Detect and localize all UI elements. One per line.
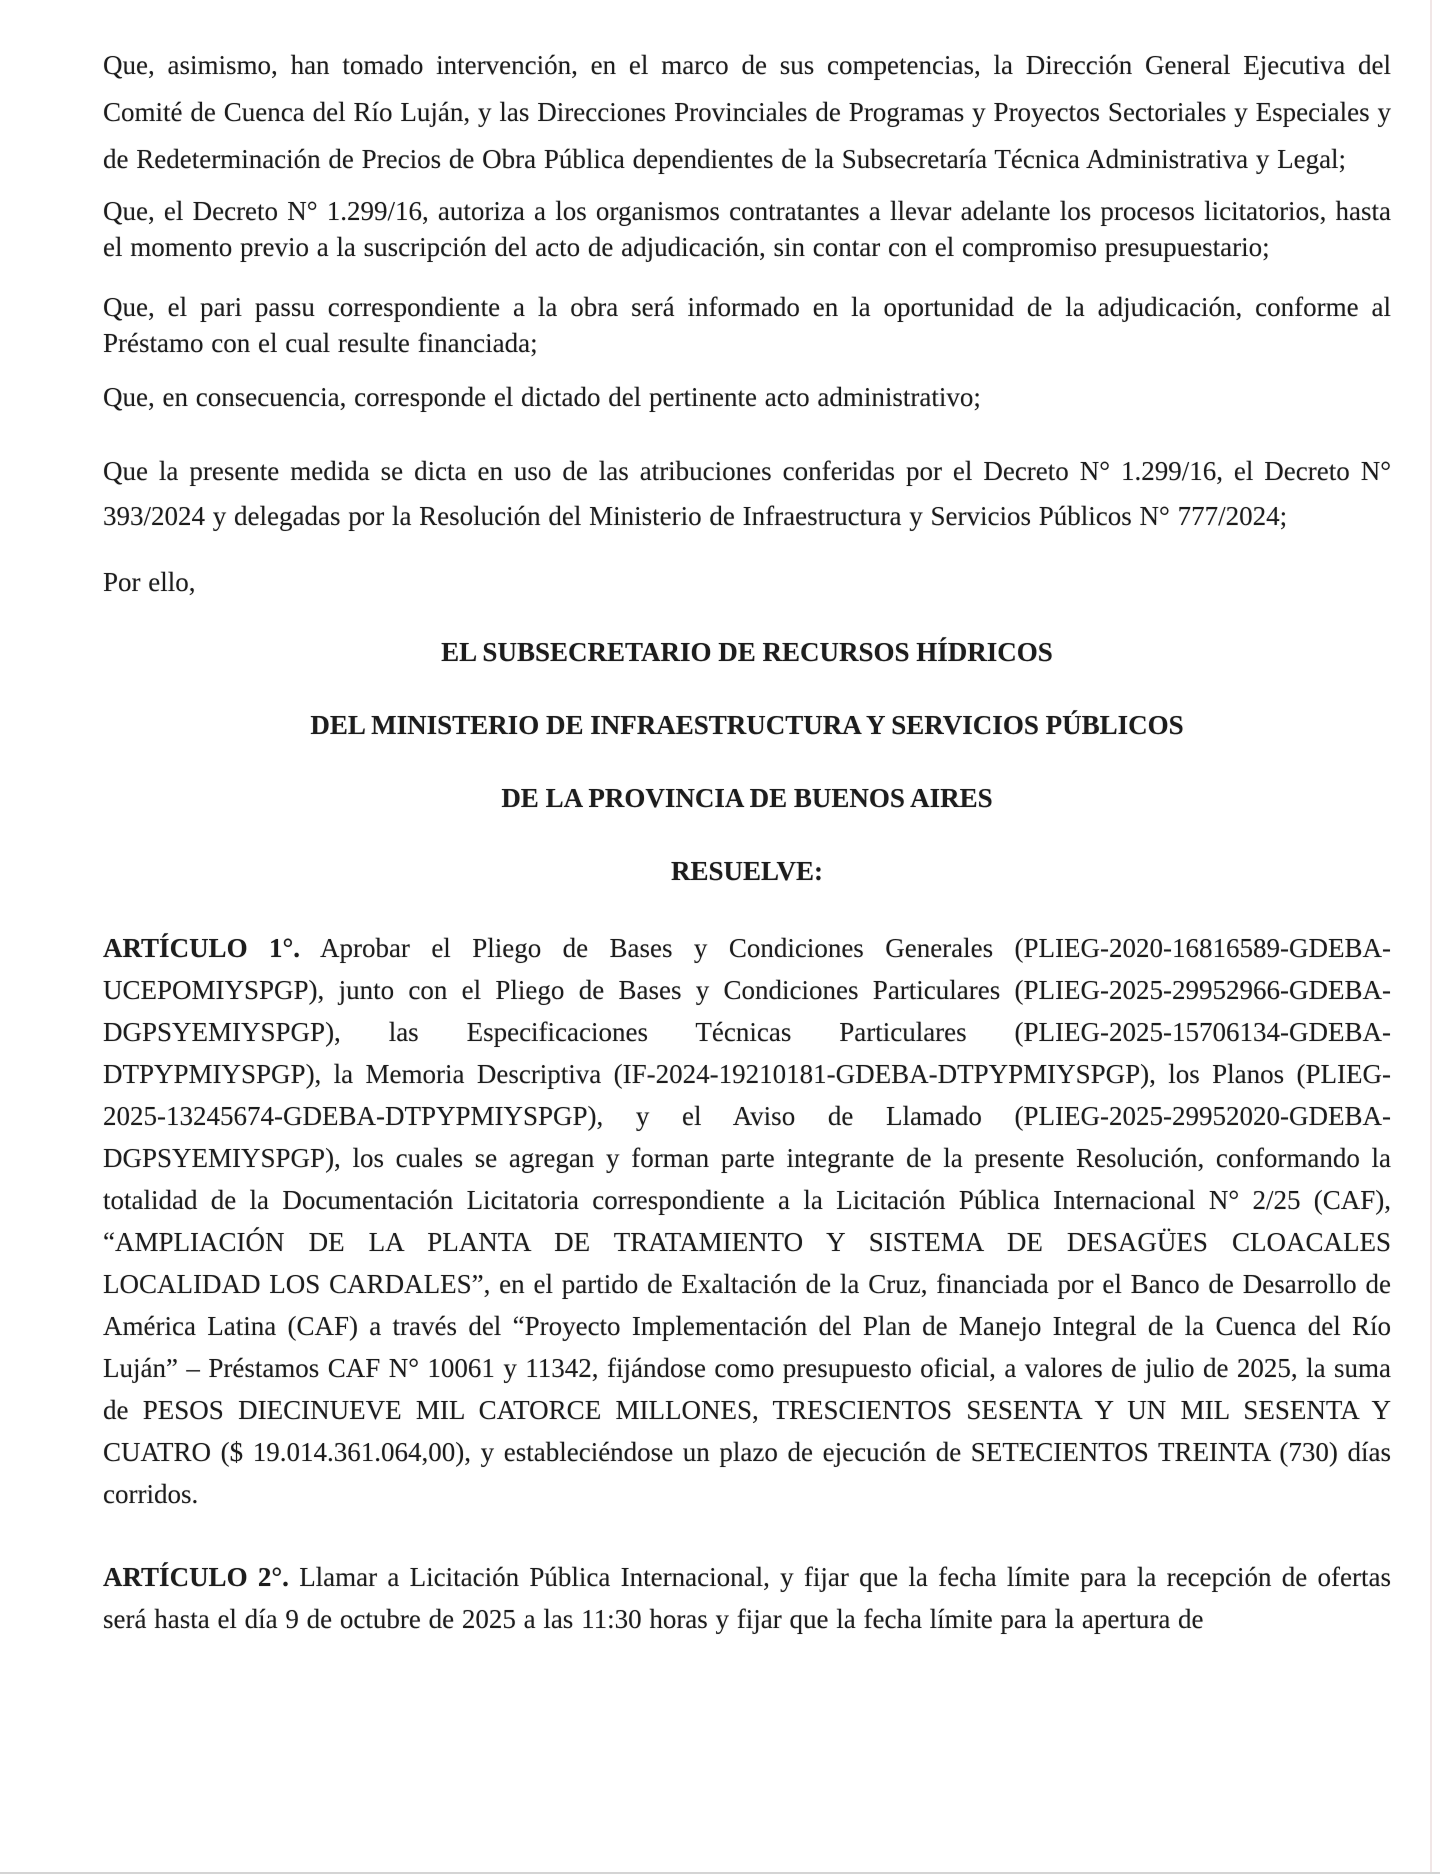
page-right-edge: [1430, 0, 1432, 1874]
authority-heading-line-3: DE LA PROVINCIA DE BUENOS AIRES: [501, 783, 993, 813]
article-2-paragraph: [103, 1556, 1391, 1640]
recital-paragraph-2: Que, el Decreto N° 1.299/16, autoriza a los organismos contratantes a llevar adelante los procesos licitatorios, hasta el momento previo a la suscripción del acto de adjudicación, sin contar con el compromiso presupuestario;: [103, 196, 1391, 262]
por-ello-line: Por ello,: [103, 567, 196, 597]
document-page: [103, 42, 1391, 1640]
recital-paragraph-4: Que, en consecuencia, corresponde el dictado del pertinente acto administrativo;: [103, 382, 981, 412]
article-2-text: Llamar a Licitación Pública Internacional, y fijar que la fecha límite para la recepción de ofertas será hasta el día 9 de octubre de 2025 a las 11:30 horas y fijar que la fecha límite para la apertura de: [103, 1562, 1392, 1634]
authority-heading-line-1: EL SUBSECRETARIO DE RECURSOS HÍDRICOS: [441, 637, 1053, 667]
resolve-heading: RESUELVE:: [670, 856, 824, 886]
article-1-paragraph: [103, 927, 1391, 1515]
authority-heading-line-2: DEL MINISTERIO DE INFRAESTRUCTURA Y SERVICIOS PÚBLICOS: [310, 710, 1184, 740]
article-1-text: Aprobar el Pliego de Bases y Condiciones Generales (PLIEG-2020-16816589-GDEBA-UCEPOMIYSPGP), junto con el Pliego de Bases y Condiciones Particulares (PLIEG-2025-29952966-GDEBA-DGPSYEMIYSPGP), las Especificaciones Técnicas Particulares (PLIEG-2025-15706134-GDEBA-DTPYPMIYSPGP), la Memoria Descriptiva (IF-2024-19210181-GDEBA-DTPYPMIYSPGP), los Planos (PLIEG-2025-13245674-GDEBA-DTPYPMIYSPGP), y el Aviso de Llamado (PLIEG-2025-29952020-GDEBA-DGPSYEMIYSPGP), los cuales se agregan y forman parte integrante de la presente Resolución, conformando la totalidad de la Documentación Licitatoria correspondiente a la Licitación Pública Internacional N° 2/25 (CAF), “AMPLIACIÓN DE LA PLANTA DE TRATAMIENTO Y SISTEMA DE DESAGÜES CLOACALES LOCALIDAD LOS CARDALES”, en el partido de Exaltación de la Cruz, financiada por el Banco de Desarrollo de América Latina (CAF) a través del “Proyecto Implementación del Plan de Manejo Integral de la Cuenca del Río Luján” – Préstamos CAF N° 10061 y 11342, fijándose como presupuesto oficial, a valores de julio de 2025, la suma de PESOS DIECINUEVE MIL CATORCE MILLONES, TRESCIENTOS SESENTA Y UN MIL SESENTA Y CUATRO ($ 19.014.361.064,00), y estableciéndose un plazo de ejecución de SETECIENTOS TREINTA (730) días corridos.: [103, 933, 1391, 1509]
recital-paragraph-5: Que la presente medida se dicta en uso de las atribuciones conferidas por el Decreto N° 1.299/16, el Decreto N° 393/2024 y delegadas por la Resolución del Ministerio de Infraestructura y Servicios Públicos N° 777/2024;: [103, 456, 1391, 531]
article-2-label: ARTÍCULO 2°.: [103, 1562, 289, 1592]
recital-paragraph-1: Que, asimismo, han tomado intervención, en el marco de sus competencias, la Dirección General Ejecutiva del Comité de Cuenca del Río Luján, y las Direcciones Provinciales de Programas y Proyectos Sectoriales y Especiales y de Redeterminación de Precios de Obra Pública dependientes de la Subsecretaría Técnica Administrativa y Legal;: [103, 50, 1391, 174]
recital-paragraph-3: Que, el pari passu correspondiente a la obra será informado en la oportunidad de la adjudicación, conforme al Préstamo con el cual resulte financiada;: [103, 292, 1391, 358]
article-1-label: ARTÍCULO 1°.: [103, 933, 301, 963]
